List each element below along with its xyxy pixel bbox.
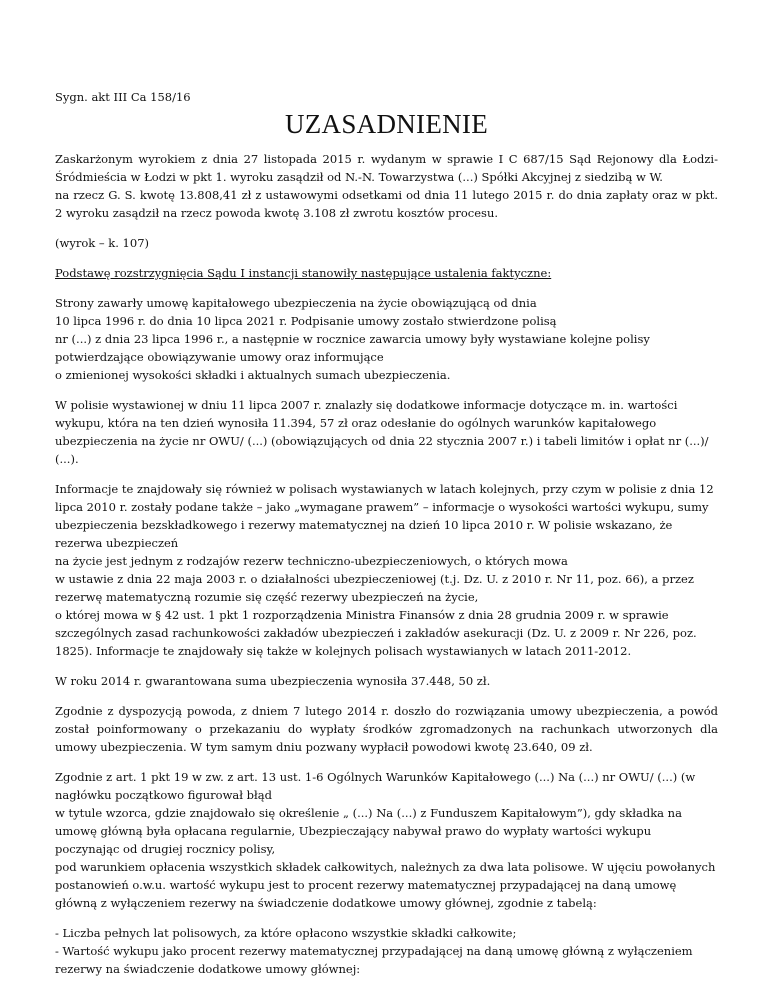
paragraph-findings-heading: Podstawę rozstrzygnięcia Sądu I instancji stanowiły następujące ustalenia faktyczne: (55, 266, 552, 280)
paragraph-owu-terms-line-3: pod warunkiem opłacenia wszystkich składek całkowitych, należnych za dwa lata polisowe. W ujęciu powołanych postanowień o.w.u. wartość wykupu jest to procent rezerwy matematycznej przypadającej na daną umowę główną z wyłączeniem rezerwy na świadczenie dodatkowe umowy głównej, zgodnie z tabelą: (55, 860, 716, 910)
paragraph-sum-2014: W roku 2014 r. gwarantowana suma ubezpieczenia wynosiła 37.448, 50 zł. (55, 674, 491, 688)
list-item: - Liczba pełnych lat polisowych, za które opłacono wszystkie składki całkowite; (55, 926, 517, 940)
paragraph-contract-line-4: o zmienionej wysokości składki i aktualnych sumach ubezpieczenia. (55, 368, 451, 382)
list-item: - Wartość wykupu jako procent rezerwy matematycznej przypadającej na daną umowę główną z wyłączeniem rezerwy na świadczenie dodatkowe umowy głównej: (55, 944, 693, 976)
paragraph-contract-line-1: Strony zawarły umowę kapitałowego ubezpieczenia na życie obowiązującą od dnia (55, 296, 537, 310)
document-page (55, 88, 718, 978)
paragraph-policy-info-line-3: w ustawie z dnia 22 maja 2003 r. o działalności ubezpieczeniowej (t.j. Dz. U. z 2010 r. Nr 11, poz. 66), a przez rezerwę matematyczną rozumie się część rezerwy ubezpieczeń na życie, (55, 572, 694, 604)
paragraph-policy-info-line-4: o której mowa w § 42 ust. 1 pkt 1 rozporządzenia Ministra Finansów z dnia 28 grudnia 2009 r. w sprawie szczególnych zasad rachunkowości zakładów ubezpieczeń i zakładów asekuracji (Dz. U. z 2009 r. Nr 226, poz. 1825). Informacje te znajdowały się także w kolejnych polisach wystawianych w latach 2011-2012. (55, 608, 697, 658)
case-signature: Sygn. akt III Ca 158/16 (55, 90, 191, 104)
paragraph-policy-info (55, 480, 718, 660)
paragraph-owu-terms-line-2: w tytule wzorca, gdzie znajdowało się określenie „ (...) Na (...) z Funduszem Kapitałowym”), gdy składka na umowę główną była opłacana regularnie, Ubezpieczający nabywał prawo do wypłaty wartości wykupu poczynając od drugiej rocznicy polisy, (55, 806, 682, 856)
paragraph-policy-2007: W polisie wystawionej w dniu 11 lipca 2007 r. znalazły się dodatkowe informacje dotyczące m. in. wartości wykupu, która na ten dzień wynosiła 11.394, 57 zł oraz odesłanie do ogólnych warunków kapitałowego ubezpieczenia na życie nr OWU/ (...) (obowiązujących od dnia 22 stycznia 2007 r.) i tabeli limitów i opłat nr (...)/ (...). (55, 398, 709, 466)
paragraph-judgment-part-2: na rzecz G. S. kwotę 13.808,41 zł z ustawowymi odsetkami od dnia 11 lutego 2015 r. do dnia zapłaty oraz w pkt. 2 wyroku zasądził na rzecz powoda kwotę 3.108 zł zwrotu kosztów procesu. (55, 188, 718, 220)
document-title: UZASADNIENIE (284, 109, 489, 139)
paragraph-contract-line-2: 10 lipca 1996 r. do dnia 10 lipca 2021 r. Podpisanie umowy zostało stwierdzone polisą (55, 314, 557, 328)
table-description-list (55, 924, 718, 978)
paragraph-termination: Zgodnie z dyspozycją powoda, z dniem 7 lutego 2014 r. doszło do rozwiązania umowy ubezpieczenia, a powód został poinformowany o przekazaniu do wypłaty środków zgromadzonych na rachunkach utworzonych dla umowy ubezpieczenia. W tym samym dniu pozwany wypłacił powodowi kwotę 23.640, 09 zł. (55, 704, 718, 754)
paragraph-owu-terms-line-1: Zgodnie z art. 1 pkt 19 w zw. z art. 13 ust. 1-6 Ogólnych Warunków Kapitałowego (...) Na (...) nr OWU/ (...) (w nagłówku początkowo figurował błąd (55, 770, 696, 802)
paragraph-policy-info-line-2: na życie jest jednym z rodzajów rezerw techniczno-ubezpieczeniowych, o których mowa (55, 554, 568, 568)
paragraph-owu-terms (55, 768, 718, 912)
paragraph-policy-info-line-1: Informacje te znajdowały się również w polisach wystawianych w latach kolejnych, przy czym w polisie z dnia 12 lipca 2010 r. zostały podane także – jako „wymagane prawem” – informacje o wysokości wartości wykupu, sumy ubezpieczenia bezskładkowego i rezerwy matematycznej na dzień 10 lipca 2010 r. W polisie wskazano, że rezerwa ubezpieczeń (55, 482, 714, 550)
paragraph-contract (55, 294, 718, 384)
paragraph-judgment-reference: (wyrok – k. 107) (55, 236, 149, 250)
paragraph-contract-line-3: nr (...) z dnia 23 lipca 1996 r., a następnie w rocznice zawarcia umowy były wystawiane kolejne polisy potwierdzające obowiązywanie umowy oraz informujące (55, 332, 650, 364)
paragraph-judgment-part-1: Zaskarżonym wyrokiem z dnia 27 listopada 2015 r. wydanym w sprawie I C 687/15 Sąd Rejonowy dla Łodzi-Śródmieścia w Łodzi w pkt 1. wyroku zasądził od N.-N. Towarzystwa (...) Spółki Akcyjnej z siedzibą w W. (55, 152, 718, 184)
paragraph-judgment (55, 150, 718, 222)
